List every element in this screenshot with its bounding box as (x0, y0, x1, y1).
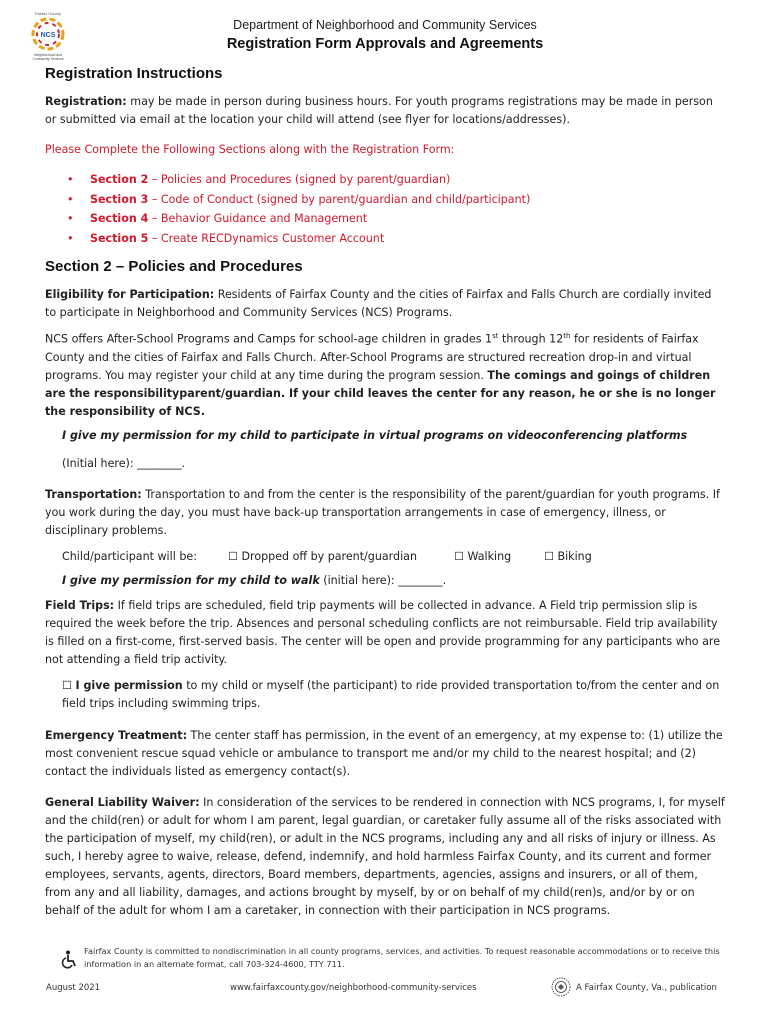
biking-checkbox[interactable]: ☐ Biking (544, 549, 592, 563)
transportation-label: Transportation: (45, 487, 142, 501)
complete-sections-text: Please Complete the Following Sections along with the Registration Form: (45, 143, 455, 156)
dropped-off-checkbox[interactable]: ☐ Dropped off by parent/guardian (228, 549, 417, 563)
eligibility-paragraph: Eligibility for Participation: Residents of Fairfax County and the cities of Fairfax and Falls Church are cordially invited to participate in Neighborhood and Community Services (NCS) Programs. (45, 288, 712, 319)
ride-permission-checkbox[interactable]: ☐ (62, 678, 72, 692)
transport-options-row: Child/participant will be: ☐ Dropped off by parent/guardian ☐ Walking ☐ Biking (45, 548, 725, 566)
svg-text:Neighborhood and: Neighborhood and (34, 53, 62, 57)
walking-checkbox[interactable]: ☐ Walking (454, 549, 512, 563)
department-name: Department of Neighborhood and Community Services (233, 18, 537, 32)
instructions-heading: Registration Instructions (45, 65, 223, 82)
footer-date: August 2021 (46, 983, 101, 993)
registration-text: may be made in person during business hours. For youth programs registrations may be made in person or submitted via email at the location your child will attend (see flyer for locations/addresses). (45, 95, 713, 126)
registration-paragraph (45, 93, 725, 129)
list-item: • Section 3 – Code of Conduct (signed by parent/guardian and child/participant) (45, 190, 725, 210)
svg-text:NCS: NCS (40, 32, 56, 39)
emergency-label: Emergency Treatment: (45, 728, 188, 742)
footer-publication: A Fairfax County, Va., publication (576, 983, 717, 993)
footnote-text: Fairfax County is committed to nondiscrimination in all county programs, services, and activities. To request reasonable accommodations or to receive this information in an alternate format, call 703-324-4600, TTY 711. (84, 946, 720, 969)
eligibility-label: Eligibility for Participation: (45, 288, 215, 301)
svg-text:Community Services: Community Services (32, 57, 64, 61)
wheelchair-icon (60, 950, 78, 970)
sections-list (45, 170, 725, 248)
footer-url[interactable]: www.fairfaxcounty.gov/neighborhood-community-services (230, 983, 477, 993)
section2-heading: Section 2 – Policies and Procedures (45, 258, 303, 275)
liability-label: General Liability Waiver: (45, 795, 200, 809)
county-seal-icon (551, 977, 571, 997)
emergency-paragraph: Emergency Treatment: The center staff has permission, in the event of an emergency, at my expense to: (1) utilize the most convenient rescue squad vehicle or ambulance to transport me and/or my child to the nearest hospital; and (2) contact the individuals listed as emergency contact(s). (45, 728, 723, 778)
field-trips-paragraph: Field Trips: If field trips are scheduled, field trip payments will be collected in advance. A Field trip permission slip is required the week before the trip. Absences and personal scheduling conflicts are not reimbursable. Field trip availability is filled on a first-come, first-served basis. The center will be open and provide programming for any participants who are not attending a field trip activity. (45, 598, 721, 666)
checkbox-icon: ☐ (228, 549, 238, 563)
registration-label: Registration: (45, 95, 127, 108)
list-item: • Section 5 – Create RECDynamics Customer Account (45, 229, 725, 249)
checkbox-icon: ☐ (454, 549, 464, 563)
virtual-permission: I give my permission for my child to participate in virtual programs on videoconferencing platforms (62, 428, 688, 442)
form-title: Registration Form Approvals and Agreements (226, 36, 544, 52)
liability-paragraph: General Liability Waiver: In consideration of the services to be rendered in connection with NCS programs, I, for myself and the child(ren) or adult for whom I am parent, legal guardian, or caretaker fully assume all of the risks associated with the participation of myself, my child(ren), or adult in the NCS programs, including any and all risks of injury or illness. As such, I hereby agree to waive, release, defend, indemnify, and hold harmless Fairfax County, and its current and former employees, servants, agents, directors, Board members, departments, agencies, assigns and insurers, or all of them, from any and all liability, damages, and actions brought by myself, by or on behalf of my child(ren)s, and/or by or on behalf of the adult for whom I am a caretaker, in connection with their participation in NCS programs. (45, 795, 725, 917)
programs-paragraph: NCS offers After-School Programs and Camps for school-age children in grades 1st through 12th for residents of Fairfax County and the cities of Fairfax and Falls Church. After-School Programs are structured recreation drop-in and virtual programs. You may register your child at any time during the program session. The comings and goings of children are the responsibilityparent/guardian. If your child leaves the center for any reason, he or she is no longer the responsibility of NCS. (45, 332, 716, 418)
main-content (45, 64, 725, 920)
walk-permission[interactable]: I give my permission for my child to walk (initial here): ________. (62, 573, 447, 587)
svg-text:Fairfax County: Fairfax County (34, 11, 62, 16)
field-trips-label: Field Trips: (45, 598, 115, 612)
virtual-initial-field[interactable]: (Initial here): ________. (62, 456, 186, 470)
transportation-paragraph: Transportation: Transportation to and from the center is the responsibility of the parent/guardian for youth programs. If you work during the day, you must have back-up transportation arrangements in case of emergency, illness, or disciplinary problems. (45, 487, 720, 537)
checkbox-icon: ☐ (544, 549, 554, 563)
ride-permission: ☐ I give permission to my child or myself (the participant) to ride provided transportation to/from the center and on field trips including swimming trips. (62, 678, 720, 710)
list-item: • Section 4 – Behavior Guidance and Management (45, 209, 725, 229)
list-item: • Section 2 – Policies and Procedures (signed by parent/guardian) (45, 170, 725, 190)
